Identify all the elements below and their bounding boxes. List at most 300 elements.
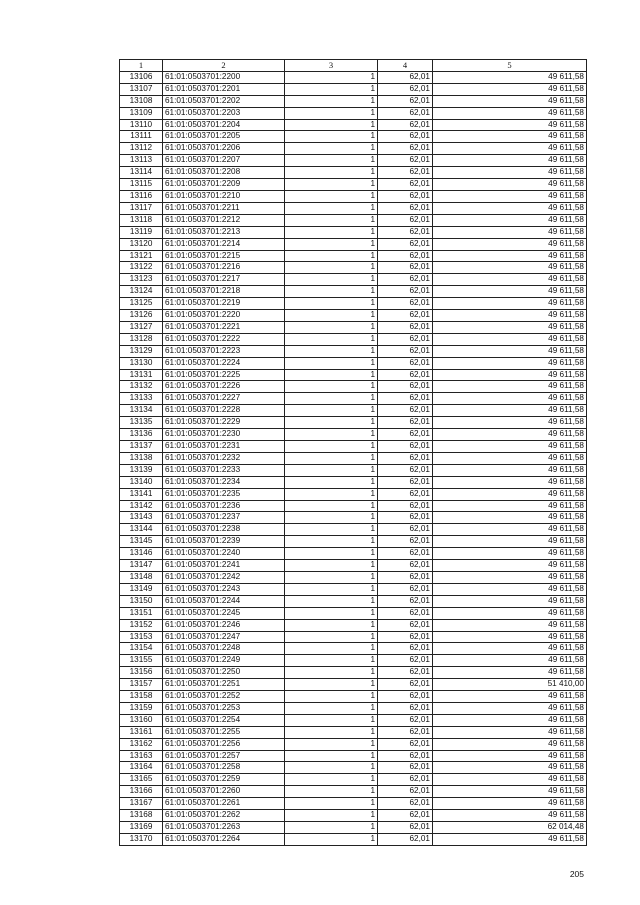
count-cell: 1	[285, 512, 378, 524]
cadastral-number-cell: 61:01:0503701:2246	[163, 619, 285, 631]
cadastral-number-cell: 61:01:0503701:2200	[163, 71, 285, 83]
count-cell: 1	[285, 714, 378, 726]
count-cell: 1	[285, 643, 378, 655]
value-cell: 49 611,58	[433, 726, 587, 738]
area-cell: 62,01	[378, 738, 433, 750]
area-cell: 62,01	[378, 810, 433, 822]
table-row	[120, 262, 587, 274]
count-cell: 1	[285, 250, 378, 262]
count-cell: 1	[285, 333, 378, 345]
cadastral-number-cell: 61:01:0503701:2241	[163, 560, 285, 572]
area-cell: 62,01	[378, 393, 433, 405]
value-cell: 49 611,58	[433, 95, 587, 107]
row-number-cell: 13150	[120, 595, 163, 607]
cadastral-number-cell: 61:01:0503701:2248	[163, 643, 285, 655]
table-row	[120, 536, 587, 548]
count-cell: 1	[285, 607, 378, 619]
cadastral-number-cell: 61:01:0503701:2203	[163, 107, 285, 119]
table-row	[120, 381, 587, 393]
row-number-cell: 13134	[120, 405, 163, 417]
cadastral-number-cell: 61:01:0503701:2255	[163, 726, 285, 738]
row-number-cell: 13166	[120, 786, 163, 798]
value-cell: 49 611,58	[433, 321, 587, 333]
count-cell: 1	[285, 381, 378, 393]
area-cell: 62,01	[378, 155, 433, 167]
value-cell: 49 611,58	[433, 107, 587, 119]
row-number-cell: 13160	[120, 714, 163, 726]
area-cell: 62,01	[378, 345, 433, 357]
value-cell: 49 611,58	[433, 345, 587, 357]
row-number-cell: 13168	[120, 810, 163, 822]
value-cell: 49 611,58	[433, 488, 587, 500]
row-number-cell: 13115	[120, 179, 163, 191]
area-cell: 62,01	[378, 71, 433, 83]
row-number-cell: 13141	[120, 488, 163, 500]
value-cell: 49 611,58	[433, 595, 587, 607]
value-cell: 49 611,58	[433, 155, 587, 167]
area-cell: 62,01	[378, 274, 433, 286]
value-cell: 49 611,58	[433, 357, 587, 369]
area-cell: 62,01	[378, 822, 433, 834]
value-cell: 49 611,58	[433, 214, 587, 226]
cadastral-number-cell: 61:01:0503701:2218	[163, 286, 285, 298]
cadastral-number-cell: 61:01:0503701:2220	[163, 310, 285, 322]
table-row	[120, 643, 587, 655]
table-row	[120, 476, 587, 488]
area-cell: 62,01	[378, 202, 433, 214]
cadastral-number-cell: 61:01:0503701:2215	[163, 250, 285, 262]
row-number-cell: 13154	[120, 643, 163, 655]
table-row	[120, 83, 587, 95]
cadastral-number-cell: 61:01:0503701:2227	[163, 393, 285, 405]
area-cell: 62,01	[378, 310, 433, 322]
count-cell: 1	[285, 500, 378, 512]
count-cell: 1	[285, 738, 378, 750]
value-cell: 49 611,58	[433, 667, 587, 679]
table-row	[120, 679, 587, 691]
cadastral-number-cell: 61:01:0503701:2226	[163, 381, 285, 393]
cadastral-number-cell: 61:01:0503701:2223	[163, 345, 285, 357]
table-row	[120, 71, 587, 83]
row-number-cell: 13135	[120, 417, 163, 429]
value-cell: 49 611,58	[433, 560, 587, 572]
row-number-cell: 13167	[120, 798, 163, 810]
value-cell: 49 611,58	[433, 167, 587, 179]
count-cell: 1	[285, 667, 378, 679]
value-cell: 49 611,58	[433, 655, 587, 667]
column-header-5: 5	[433, 60, 587, 72]
cadastral-number-cell: 61:01:0503701:2216	[163, 262, 285, 274]
table-row	[120, 548, 587, 560]
row-number-cell: 13109	[120, 107, 163, 119]
value-cell: 49 611,58	[433, 298, 587, 310]
row-number-cell: 13158	[120, 691, 163, 703]
row-number-cell: 13137	[120, 441, 163, 453]
cadastral-number-cell: 61:01:0503701:2221	[163, 321, 285, 333]
value-cell: 49 611,58	[433, 607, 587, 619]
table-row	[120, 119, 587, 131]
count-cell: 1	[285, 655, 378, 667]
area-cell: 62,01	[378, 643, 433, 655]
value-cell: 49 611,58	[433, 286, 587, 298]
count-cell: 1	[285, 726, 378, 738]
count-cell: 1	[285, 810, 378, 822]
row-number-cell: 13107	[120, 83, 163, 95]
row-number-cell: 13108	[120, 95, 163, 107]
row-number-cell: 13116	[120, 190, 163, 202]
count-cell: 1	[285, 619, 378, 631]
cadastral-number-cell: 61:01:0503701:2243	[163, 583, 285, 595]
table-row	[120, 238, 587, 250]
table-row	[120, 691, 587, 703]
row-number-cell: 13114	[120, 167, 163, 179]
table-row	[120, 286, 587, 298]
count-cell: 1	[285, 226, 378, 238]
value-cell: 49 611,58	[433, 786, 587, 798]
table-row	[120, 310, 587, 322]
area-cell: 62,01	[378, 286, 433, 298]
value-cell: 49 611,58	[433, 702, 587, 714]
cadastral-number-cell: 61:01:0503701:2213	[163, 226, 285, 238]
value-cell: 49 611,58	[433, 452, 587, 464]
table-row	[120, 321, 587, 333]
row-number-cell: 13111	[120, 131, 163, 143]
cadastral-number-cell: 61:01:0503701:2234	[163, 476, 285, 488]
count-cell: 1	[285, 417, 378, 429]
count-cell: 1	[285, 369, 378, 381]
value-cell: 49 611,58	[433, 524, 587, 536]
table-row	[120, 357, 587, 369]
value-cell: 49 611,58	[433, 179, 587, 191]
row-number-cell: 13144	[120, 524, 163, 536]
count-cell: 1	[285, 452, 378, 464]
table-row	[120, 155, 587, 167]
row-number-cell: 13106	[120, 71, 163, 83]
value-cell: 49 611,58	[433, 476, 587, 488]
table-row	[120, 798, 587, 810]
row-number-cell: 13129	[120, 345, 163, 357]
row-number-cell: 13156	[120, 667, 163, 679]
cadastral-number-cell: 61:01:0503701:2231	[163, 441, 285, 453]
cadastral-number-cell: 61:01:0503701:2233	[163, 464, 285, 476]
count-cell: 1	[285, 274, 378, 286]
row-number-cell: 13131	[120, 369, 163, 381]
area-cell: 62,01	[378, 536, 433, 548]
area-cell: 62,01	[378, 214, 433, 226]
area-cell: 62,01	[378, 631, 433, 643]
row-number-cell: 13110	[120, 119, 163, 131]
count-cell: 1	[285, 631, 378, 643]
table-row	[120, 607, 587, 619]
count-cell: 1	[285, 95, 378, 107]
area-cell: 62,01	[378, 833, 433, 845]
row-number-cell: 13152	[120, 619, 163, 631]
value-cell: 49 611,58	[433, 119, 587, 131]
cadastral-number-cell: 61:01:0503701:2239	[163, 536, 285, 548]
cadastral-number-cell: 61:01:0503701:2263	[163, 822, 285, 834]
area-cell: 62,01	[378, 238, 433, 250]
cadastral-number-cell: 61:01:0503701:2250	[163, 667, 285, 679]
area-cell: 62,01	[378, 369, 433, 381]
table-row	[120, 726, 587, 738]
value-cell: 49 611,58	[433, 274, 587, 286]
value-cell: 49 611,58	[433, 429, 587, 441]
cadastral-number-cell: 61:01:0503701:2240	[163, 548, 285, 560]
cadastral-number-cell: 61:01:0503701:2229	[163, 417, 285, 429]
cadastral-number-cell: 61:01:0503701:2257	[163, 750, 285, 762]
table-row	[120, 738, 587, 750]
value-cell: 49 611,58	[433, 750, 587, 762]
row-number-cell: 13132	[120, 381, 163, 393]
table-row	[120, 369, 587, 381]
count-cell: 1	[285, 107, 378, 119]
row-number-cell: 13130	[120, 357, 163, 369]
cadastral-number-cell: 61:01:0503701:2208	[163, 167, 285, 179]
area-cell: 62,01	[378, 226, 433, 238]
row-number-cell: 13145	[120, 536, 163, 548]
value-cell: 49 611,58	[433, 512, 587, 524]
cadastral-number-cell: 61:01:0503701:2254	[163, 714, 285, 726]
area-cell: 62,01	[378, 405, 433, 417]
value-cell: 49 611,58	[433, 405, 587, 417]
table-row	[120, 714, 587, 726]
value-cell: 49 611,58	[433, 643, 587, 655]
cadastral-number-cell: 61:01:0503701:2261	[163, 798, 285, 810]
count-cell: 1	[285, 83, 378, 95]
cadastral-number-cell: 61:01:0503701:2258	[163, 762, 285, 774]
row-number-cell: 13138	[120, 452, 163, 464]
cadastral-number-cell: 61:01:0503701:2252	[163, 691, 285, 703]
table-row	[120, 524, 587, 536]
area-cell: 62,01	[378, 571, 433, 583]
count-cell: 1	[285, 488, 378, 500]
count-cell: 1	[285, 310, 378, 322]
area-cell: 62,01	[378, 726, 433, 738]
count-cell: 1	[285, 679, 378, 691]
count-cell: 1	[285, 560, 378, 572]
count-cell: 1	[285, 441, 378, 453]
row-number-cell: 13149	[120, 583, 163, 595]
row-number-cell: 13139	[120, 464, 163, 476]
count-cell: 1	[285, 190, 378, 202]
area-cell: 62,01	[378, 762, 433, 774]
table-row	[120, 393, 587, 405]
value-cell: 49 611,58	[433, 762, 587, 774]
table-row	[120, 417, 587, 429]
row-number-cell: 13161	[120, 726, 163, 738]
cadastral-number-cell: 61:01:0503701:2264	[163, 833, 285, 845]
count-cell: 1	[285, 786, 378, 798]
area-cell: 62,01	[378, 83, 433, 95]
area-cell: 62,01	[378, 95, 433, 107]
value-cell: 49 611,58	[433, 369, 587, 381]
row-number-cell: 13143	[120, 512, 163, 524]
value-cell: 49 611,58	[433, 691, 587, 703]
cadastral-number-cell: 61:01:0503701:2204	[163, 119, 285, 131]
value-cell: 49 611,58	[433, 774, 587, 786]
table-row	[120, 595, 587, 607]
area-cell: 62,01	[378, 691, 433, 703]
table-row	[120, 750, 587, 762]
count-cell: 1	[285, 833, 378, 845]
row-number-cell: 13162	[120, 738, 163, 750]
cadastral-number-cell: 61:01:0503701:2209	[163, 179, 285, 191]
area-cell: 62,01	[378, 167, 433, 179]
count-cell: 1	[285, 476, 378, 488]
cadastral-number-cell: 61:01:0503701:2244	[163, 595, 285, 607]
table-row	[120, 571, 587, 583]
cadastral-number-cell: 61:01:0503701:2206	[163, 143, 285, 155]
table-row	[120, 274, 587, 286]
row-number-cell: 13125	[120, 298, 163, 310]
area-cell: 62,01	[378, 655, 433, 667]
table-row	[120, 143, 587, 155]
row-number-cell: 13157	[120, 679, 163, 691]
value-cell: 49 611,58	[433, 714, 587, 726]
area-cell: 62,01	[378, 524, 433, 536]
area-cell: 62,01	[378, 131, 433, 143]
table-row	[120, 702, 587, 714]
count-cell: 1	[285, 691, 378, 703]
value-cell: 49 611,58	[433, 631, 587, 643]
table-row	[120, 488, 587, 500]
table-row	[120, 500, 587, 512]
cadastral-number-cell: 61:01:0503701:2253	[163, 702, 285, 714]
table-row	[120, 560, 587, 572]
value-cell: 49 611,58	[433, 393, 587, 405]
area-cell: 62,01	[378, 619, 433, 631]
row-number-cell: 13117	[120, 202, 163, 214]
table-row	[120, 583, 587, 595]
cadastral-number-cell: 61:01:0503701:2242	[163, 571, 285, 583]
count-cell: 1	[285, 262, 378, 274]
value-cell: 49 611,58	[433, 536, 587, 548]
count-cell: 1	[285, 214, 378, 226]
count-cell: 1	[285, 202, 378, 214]
header-row	[120, 60, 587, 72]
area-cell: 62,01	[378, 190, 433, 202]
cadastral-number-cell: 61:01:0503701:2237	[163, 512, 285, 524]
row-number-cell: 13169	[120, 822, 163, 834]
count-cell: 1	[285, 583, 378, 595]
value-cell: 49 611,58	[433, 500, 587, 512]
cadastral-number-cell: 61:01:0503701:2235	[163, 488, 285, 500]
count-cell: 1	[285, 774, 378, 786]
row-number-cell: 13136	[120, 429, 163, 441]
table-row	[120, 619, 587, 631]
row-number-cell: 13159	[120, 702, 163, 714]
table-row	[120, 214, 587, 226]
count-cell: 1	[285, 167, 378, 179]
value-cell: 49 611,58	[433, 310, 587, 322]
table-row	[120, 441, 587, 453]
area-cell: 62,01	[378, 667, 433, 679]
cadastral-number-cell: 61:01:0503701:2207	[163, 155, 285, 167]
value-cell: 49 611,58	[433, 143, 587, 155]
table-row	[120, 190, 587, 202]
cadastral-number-cell: 61:01:0503701:2219	[163, 298, 285, 310]
cadastral-number-cell: 61:01:0503701:2228	[163, 405, 285, 417]
area-cell: 62,01	[378, 262, 433, 274]
row-number-cell: 13148	[120, 571, 163, 583]
count-cell: 1	[285, 321, 378, 333]
area-cell: 62,01	[378, 429, 433, 441]
count-cell: 1	[285, 571, 378, 583]
cadastral-number-cell: 61:01:0503701:2217	[163, 274, 285, 286]
area-cell: 62,01	[378, 381, 433, 393]
table-row	[120, 333, 587, 345]
area-cell: 62,01	[378, 321, 433, 333]
table-row	[120, 810, 587, 822]
row-number-cell: 13119	[120, 226, 163, 238]
cadastral-number-cell: 61:01:0503701:2201	[163, 83, 285, 95]
count-cell: 1	[285, 286, 378, 298]
cadastral-number-cell: 61:01:0503701:2214	[163, 238, 285, 250]
row-number-cell: 13165	[120, 774, 163, 786]
count-cell: 1	[285, 595, 378, 607]
table-row	[120, 167, 587, 179]
cadastral-number-cell: 61:01:0503701:2210	[163, 190, 285, 202]
area-cell: 62,01	[378, 774, 433, 786]
row-number-cell: 13147	[120, 560, 163, 572]
area-cell: 62,01	[378, 476, 433, 488]
count-cell: 1	[285, 393, 378, 405]
cadastral-number-cell: 61:01:0503701:2232	[163, 452, 285, 464]
value-cell: 49 611,58	[433, 810, 587, 822]
area-cell: 62,01	[378, 583, 433, 595]
value-cell: 51 410,00	[433, 679, 587, 691]
area-cell: 62,01	[378, 250, 433, 262]
value-cell: 49 611,58	[433, 833, 587, 845]
cadastral-number-cell: 61:01:0503701:2222	[163, 333, 285, 345]
column-header-1: 1	[120, 60, 163, 72]
row-number-cell: 13146	[120, 548, 163, 560]
area-cell: 62,01	[378, 702, 433, 714]
area-cell: 62,01	[378, 441, 433, 453]
row-number-cell: 13151	[120, 607, 163, 619]
table-row	[120, 667, 587, 679]
value-cell: 49 611,58	[433, 381, 587, 393]
count-cell: 1	[285, 155, 378, 167]
cadastral-number-cell: 61:01:0503701:2251	[163, 679, 285, 691]
area-cell: 62,01	[378, 357, 433, 369]
cadastral-number-cell: 61:01:0503701:2225	[163, 369, 285, 381]
value-cell: 49 611,58	[433, 71, 587, 83]
table-row	[120, 655, 587, 667]
row-number-cell: 13163	[120, 750, 163, 762]
area-cell: 62,01	[378, 679, 433, 691]
count-cell: 1	[285, 357, 378, 369]
cadastral-number-cell: 61:01:0503701:2259	[163, 774, 285, 786]
area-cell: 62,01	[378, 500, 433, 512]
row-number-cell: 13126	[120, 310, 163, 322]
cadastral-number-cell: 61:01:0503701:2238	[163, 524, 285, 536]
value-cell: 49 611,58	[433, 333, 587, 345]
registry-table	[119, 59, 587, 846]
table-row	[120, 464, 587, 476]
column-header-2: 2	[163, 60, 285, 72]
count-cell: 1	[285, 238, 378, 250]
value-cell: 49 611,58	[433, 190, 587, 202]
row-number-cell: 13112	[120, 143, 163, 155]
value-cell: 49 611,58	[433, 238, 587, 250]
value-cell: 49 611,58	[433, 464, 587, 476]
value-cell: 49 611,58	[433, 417, 587, 429]
cadastral-number-cell: 61:01:0503701:2202	[163, 95, 285, 107]
value-cell: 49 611,58	[433, 548, 587, 560]
row-number-cell: 13128	[120, 333, 163, 345]
area-cell: 62,01	[378, 714, 433, 726]
